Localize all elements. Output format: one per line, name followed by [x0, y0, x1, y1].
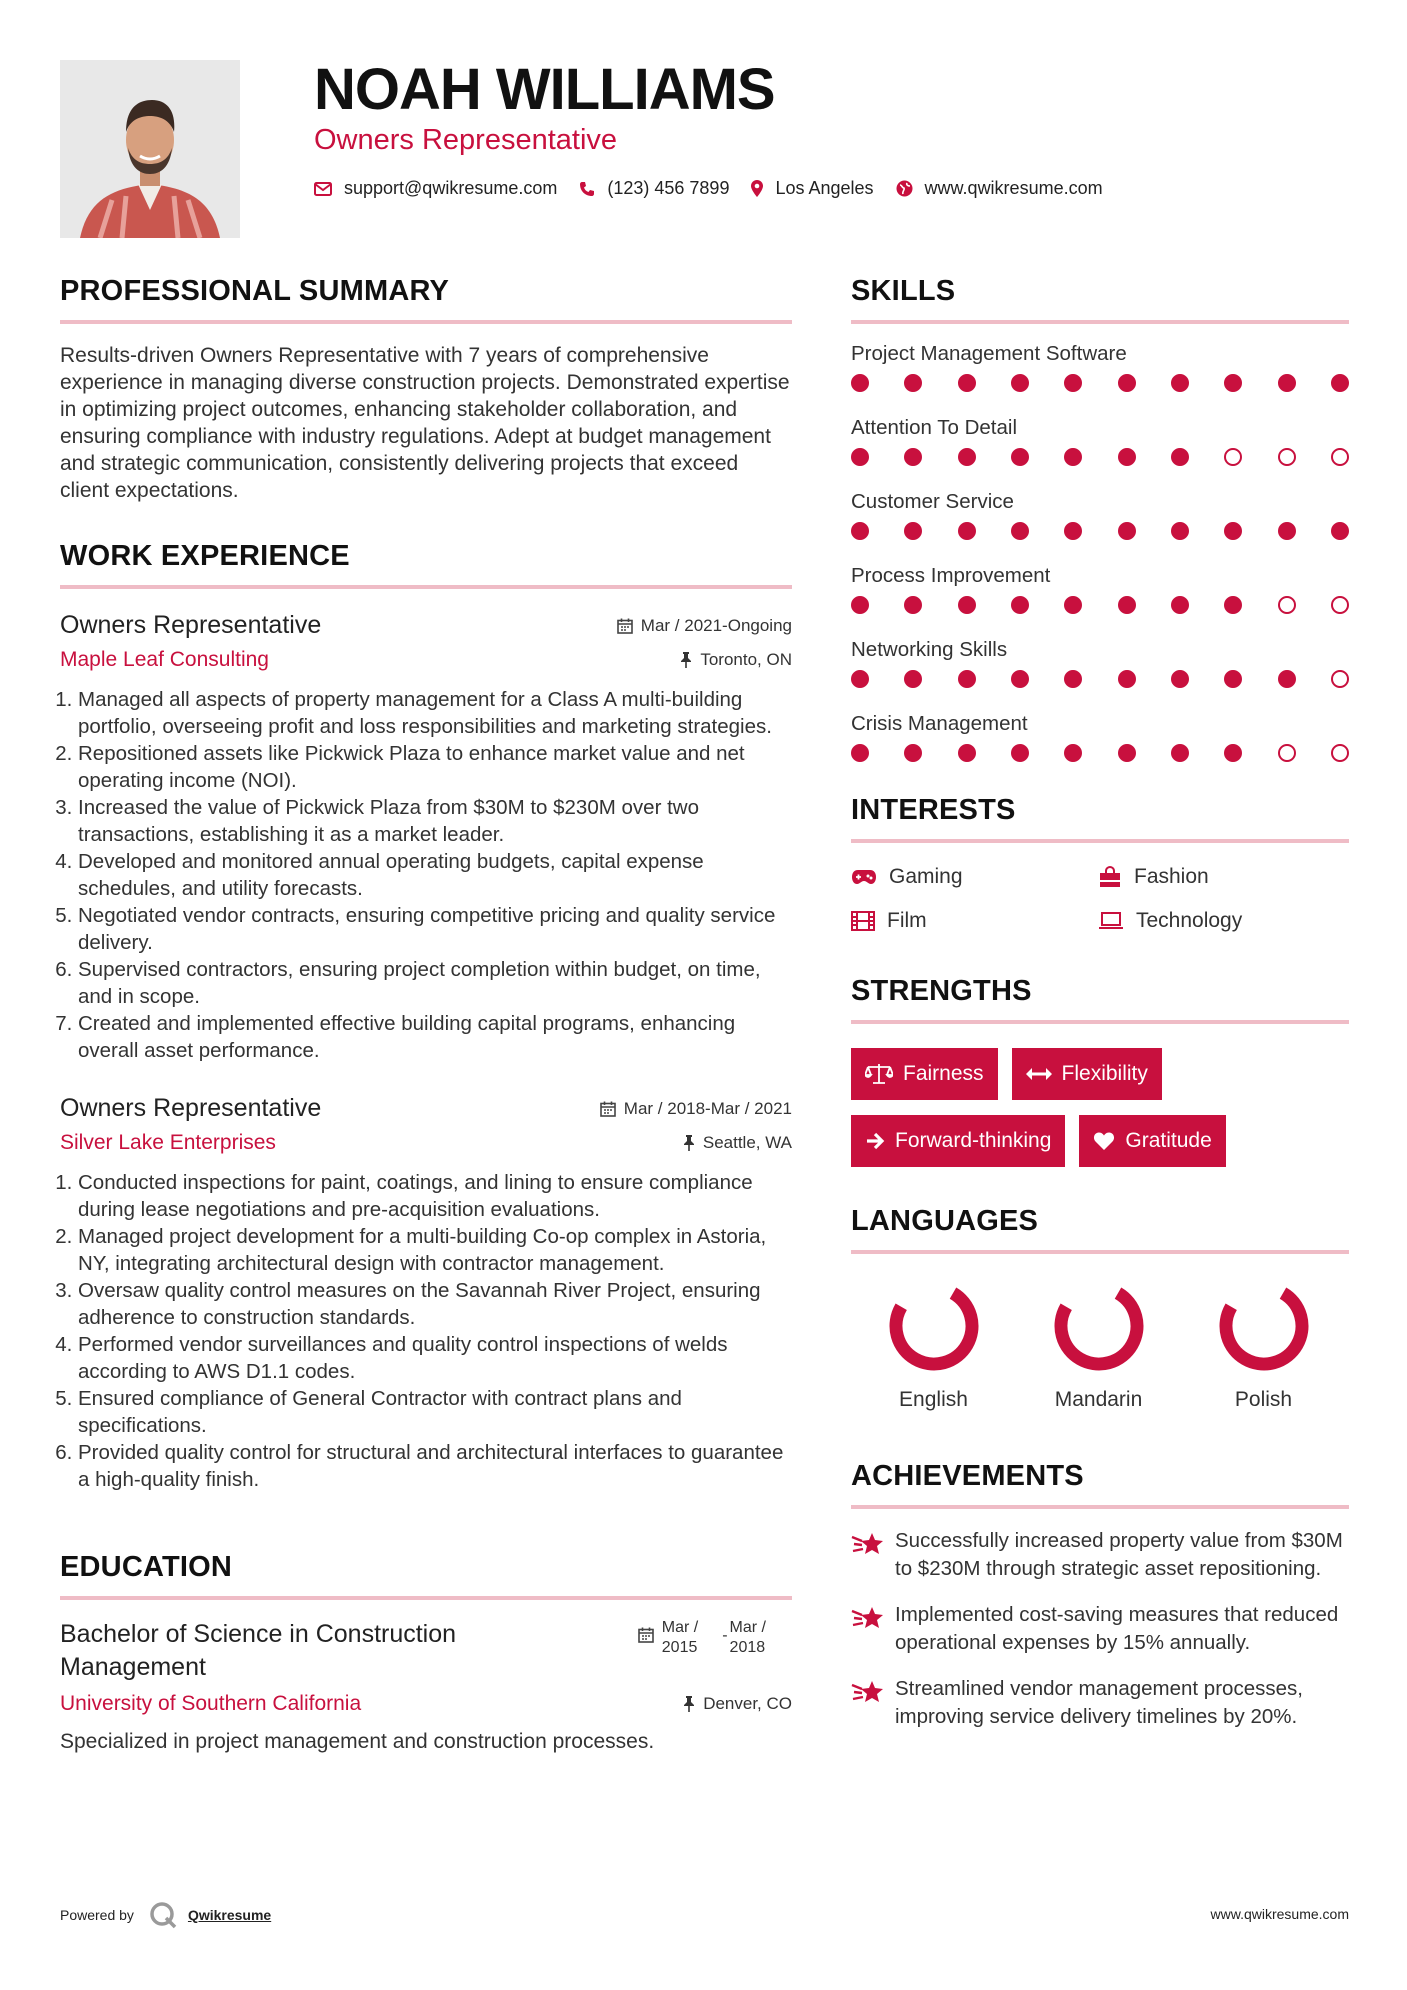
- rating-dot-filled: [1011, 744, 1029, 762]
- footer-website[interactable]: www.qwikresume.com: [1210, 1906, 1349, 1922]
- achievement-item: [851, 1675, 1349, 1731]
- job-title: Owners Representative: [60, 611, 322, 639]
- job-dates-text: Mar / 2021-Ongoing: [640, 615, 792, 635]
- achievements-heading: ACHIEVEMENTS: [851, 1460, 1084, 1492]
- rating-dot-filled: [1011, 670, 1029, 688]
- interests-heading: INTERESTS: [851, 794, 1016, 826]
- rating-dot-empty: [1331, 670, 1349, 688]
- skill-name: Attention To Detail: [851, 416, 1018, 439]
- laptop-icon: [1098, 912, 1124, 930]
- phone-icon: [579, 181, 595, 197]
- skills-heading: SKILLS: [851, 275, 956, 307]
- language-ring: [886, 1278, 982, 1374]
- rating-dot-filled: [1118, 744, 1136, 762]
- rating-dot-filled: [1224, 596, 1242, 614]
- rating-dot-filled: [851, 596, 869, 614]
- rating-dot-filled: [851, 374, 869, 392]
- rating-dot-filled: [1011, 448, 1029, 466]
- skill-item: [851, 338, 1349, 412]
- strength-tag: [1012, 1048, 1162, 1100]
- rating-dot-filled: [1224, 522, 1242, 540]
- list-item: 3. Oversaw quality control measures on the Savannah River Project, ensuring adherence to construction standards.: [78, 1277, 792, 1331]
- list-item: 6. Provided quality control for structural and architectural interfaces to guarantee a high-quality finish.: [78, 1439, 792, 1493]
- rating-dot-filled: [958, 596, 976, 614]
- education-section: [60, 1551, 792, 1754]
- powered-by-text: Powered by: [60, 1907, 134, 1923]
- job-location-text: Seattle, WA: [702, 1133, 792, 1152]
- language-name: Mandarin: [1054, 1388, 1143, 1411]
- skill-item: [851, 708, 1349, 782]
- arrow-right-icon: [865, 1131, 885, 1151]
- heart-icon: [1093, 1131, 1115, 1151]
- rating-dot-filled: [1064, 596, 1082, 614]
- skill-rating: [851, 666, 1349, 708]
- job-location: [683, 1133, 792, 1153]
- list-item: 5. Negotiated vendor contracts, ensuring competitive pricing and quality service delivery.: [78, 902, 792, 956]
- interest-item: [851, 909, 1098, 933]
- rating-dot-filled: [1118, 522, 1136, 540]
- interest-label: Fashion: [1134, 865, 1209, 888]
- list-item: 1. Managed all aspects of property management for a Class A multi-building portfolio, overseeing profit and loss responsibilities and marketing strategies.: [78, 686, 792, 740]
- rating-dot-filled: [958, 744, 976, 762]
- globe-icon: [896, 180, 913, 197]
- job-dates-text: Mar / 2018-Mar / 2021: [623, 1098, 792, 1118]
- section-divider: [851, 320, 1349, 324]
- rating-dot-filled: [1278, 670, 1296, 688]
- language-item: [851, 1278, 1016, 1412]
- candidate-name: NOAH WILLIAMS: [314, 57, 775, 122]
- list-item: 6. Supervised contractors, ensuring project completion within budget, on time, and in scope.: [78, 956, 792, 1010]
- envelope-icon: [314, 182, 332, 196]
- strength-tag: [851, 1048, 998, 1100]
- skill-item: [851, 486, 1349, 560]
- strength-label: Flexibility: [1061, 1062, 1148, 1085]
- job-entry: [60, 1094, 792, 1493]
- language-ring: [1216, 1278, 1312, 1374]
- language-level-arc: [1051, 1278, 1147, 1374]
- list-item: 2. Repositioned assets like Pickwick Plaza to enhance market value and net operating income (NOI).: [78, 740, 792, 794]
- rating-dot-empty: [1331, 744, 1349, 762]
- section-divider: [60, 585, 792, 589]
- school-name: University of Southern California: [60, 1692, 362, 1715]
- rating-dot-filled: [851, 744, 869, 762]
- rating-dot-filled: [1064, 522, 1082, 540]
- footer-powered-by: [60, 1900, 271, 1930]
- list-item: 2. Managed project development for a multi-building Co-op complex in Astoria, NY, integrating architectural design with contractor management.: [78, 1223, 792, 1277]
- skill-rating: [851, 444, 1349, 486]
- rating-dot-filled: [1331, 522, 1349, 540]
- rating-dot-filled: [1278, 522, 1296, 540]
- degree-title: Bachelor of Science in Construction Management: [60, 1620, 457, 1681]
- achievement-text: Implemented cost-saving measures that reduced operational expenses by 15% annually.: [895, 1603, 1339, 1654]
- rating-dot-filled: [1064, 448, 1082, 466]
- achievement-text: Streamlined vendor management processes, improving service delivery timelines by 20%.: [895, 1677, 1303, 1728]
- skill-rating: [851, 592, 1349, 634]
- right-column: [851, 275, 1349, 1731]
- strengths-section: [851, 975, 1349, 1167]
- list-item: 1. Conducted inspections for paint, coatings, and lining to ensure compliance during lease negotiations and pre-acquisition evaluations.: [78, 1169, 792, 1223]
- skills-section: [851, 275, 1349, 782]
- language-name: English: [899, 1388, 968, 1411]
- job-dates: [617, 616, 792, 636]
- language-level-arc: [886, 1278, 982, 1374]
- languages-heading: LANGUAGES: [851, 1205, 1039, 1237]
- summary-heading: PROFESSIONAL SUMMARY: [60, 275, 450, 307]
- skill-rating: [851, 740, 1349, 782]
- interest-label: Gaming: [889, 865, 963, 888]
- rating-dot-filled: [1118, 596, 1136, 614]
- rating-dot-empty: [1278, 744, 1296, 762]
- contact-email[interactable]: [314, 178, 557, 199]
- skill-name: Customer Service: [851, 490, 1014, 513]
- rating-dot-filled: [904, 744, 922, 762]
- rating-dot-filled: [904, 374, 922, 392]
- pushpin-icon: [683, 1135, 695, 1151]
- education-heading: EDUCATION: [60, 1551, 233, 1583]
- education-location: [683, 1694, 792, 1714]
- list-item: 5. Ensured compliance of General Contractor with contract plans and specifications.: [78, 1385, 792, 1439]
- section-divider: [851, 839, 1349, 843]
- pushpin-icon: [680, 652, 692, 668]
- experience-heading: WORK EXPERIENCE: [60, 540, 350, 572]
- interest-item: [1098, 909, 1345, 933]
- rating-dot-filled: [958, 448, 976, 466]
- skill-name: Project Management Software: [851, 342, 1127, 365]
- rating-dot-filled: [1064, 670, 1082, 688]
- rating-dot-filled: [904, 596, 922, 614]
- map-marker-icon: [751, 180, 763, 197]
- calendar-icon: [638, 1627, 654, 1643]
- section-divider: [851, 1505, 1349, 1509]
- contact-website-text: www.qwikresume.com: [924, 178, 1103, 198]
- education-end-year: 2018: [729, 1639, 766, 1656]
- rating-dot-empty: [1224, 448, 1242, 466]
- profile-photo: [60, 60, 240, 238]
- rating-dot-filled: [851, 522, 869, 540]
- languages-list: [851, 1278, 1349, 1412]
- job-dates: [600, 1099, 792, 1119]
- job-location-text: Toronto, ON: [700, 650, 792, 669]
- strengths-heading: STRENGTHS: [851, 975, 1032, 1007]
- rating-dot-filled: [1118, 374, 1136, 392]
- strength-label: Gratitude: [1125, 1129, 1212, 1152]
- achievement-item: [851, 1527, 1349, 1583]
- language-item: [1181, 1278, 1346, 1412]
- education-date-separator: -: [722, 1627, 728, 1644]
- skill-rating: [851, 518, 1349, 560]
- strength-label: Fairness: [903, 1062, 984, 1085]
- candidate-title: Owners Representative: [314, 124, 618, 156]
- contact-phone-text: (123) 456 7899: [607, 178, 730, 198]
- rating-dot-filled: [851, 448, 869, 466]
- strength-tag: [851, 1115, 1065, 1167]
- calendar-icon: [617, 618, 633, 634]
- list-item: 4. Developed and monitored annual operating budgets, capital expense schedules, and utility forecasts.: [78, 848, 792, 902]
- achievement-text: Successfully increased property value from $30M to $230M through strategic asset repositioning.: [895, 1529, 1343, 1580]
- contact-phone[interactable]: [579, 178, 729, 199]
- education-description: Specialized in project management and construction processes.: [60, 1730, 655, 1753]
- rating-dot-filled: [904, 448, 922, 466]
- section-divider: [851, 1020, 1349, 1024]
- contact-bar: [314, 178, 1125, 199]
- contact-location-text: Los Angeles: [775, 178, 874, 198]
- language-ring: [1051, 1278, 1147, 1374]
- interest-item: [1098, 865, 1345, 889]
- rating-dot-filled: [1171, 522, 1189, 540]
- section-divider: [60, 1596, 792, 1600]
- rating-dot-filled: [1118, 448, 1136, 466]
- rating-dot-filled: [1171, 744, 1189, 762]
- skill-rating: [851, 370, 1349, 412]
- summary-text: Results-driven Owners Representative with 7 years of comprehensive experience in managing diverse construction projects. Demonstrated expertise in optimizing project outcomes, enhancing stakeholder collaboration, and ensuring compliance with industry regulations. Adept at budget management and strategic communication, consistently delivering projects that exceed client expectations.: [60, 344, 790, 502]
- skill-name: Networking Skills: [851, 638, 1008, 661]
- interest-item: [851, 865, 1098, 889]
- rating-dot-filled: [1171, 374, 1189, 392]
- gamepad-icon: [851, 869, 877, 885]
- section-divider: [851, 1250, 1349, 1254]
- rating-dot-filled: [1224, 670, 1242, 688]
- contact-location: [751, 178, 873, 199]
- contact-website[interactable]: [896, 178, 1103, 199]
- summary-section: [60, 275, 792, 504]
- rating-dot-filled: [1171, 596, 1189, 614]
- shopping-bag-icon: [1098, 866, 1122, 888]
- list-item: 3. Increased the value of Pickwick Plaza from $30M to $230M over two transactions, establishing it as a market leader.: [78, 794, 792, 848]
- qwikresume-logo-icon: [148, 1900, 178, 1930]
- balance-scale-icon: [865, 1063, 893, 1085]
- company-name: Maple Leaf Consulting: [60, 648, 269, 671]
- education-end-month: Mar /: [729, 1619, 766, 1636]
- skill-item: [851, 412, 1349, 486]
- interests-section: [851, 794, 1349, 933]
- job-location: [680, 650, 792, 670]
- rating-dot-empty: [1331, 596, 1349, 614]
- section-divider: [60, 320, 792, 324]
- skill-item: [851, 560, 1349, 634]
- language-item: [1016, 1278, 1181, 1412]
- interest-label: Technology: [1136, 909, 1243, 932]
- rating-dot-filled: [1278, 374, 1296, 392]
- rating-dot-filled: [904, 670, 922, 688]
- skill-name: Process Improvement: [851, 564, 1051, 587]
- skill-item: [851, 634, 1349, 708]
- education-start-year: 2015: [661, 1639, 698, 1656]
- languages-section: [851, 1205, 1349, 1412]
- shooting-star-icon: [851, 1605, 885, 1631]
- language-name: Polish: [1234, 1388, 1293, 1411]
- rating-dot-filled: [904, 522, 922, 540]
- rating-dot-filled: [1331, 374, 1349, 392]
- shooting-star-icon: [851, 1531, 885, 1557]
- rating-dot-filled: [1011, 522, 1029, 540]
- list-item: 7. Created and implemented effective building capital programs, enhancing overall asset performance.: [78, 1010, 792, 1064]
- job-title: Owners Representative: [60, 1094, 322, 1122]
- list-item: 4. Performed vendor surveillances and quality control inspections of welds according to AWS D1.1 codes.: [78, 1331, 792, 1385]
- film-icon: [851, 911, 875, 931]
- rating-dot-filled: [1011, 374, 1029, 392]
- skill-name: Crisis Management: [851, 712, 1028, 735]
- rating-dot-filled: [1064, 374, 1082, 392]
- rating-dot-filled: [958, 522, 976, 540]
- achievements-section: [851, 1460, 1349, 1731]
- interest-label: Film: [887, 909, 927, 932]
- calendar-icon: [600, 1101, 616, 1117]
- strength-tag: [1079, 1115, 1225, 1167]
- rating-dot-filled: [1011, 596, 1029, 614]
- rating-dot-empty: [1278, 596, 1296, 614]
- rating-dot-filled: [1224, 744, 1242, 762]
- rating-dot-filled: [1171, 448, 1189, 466]
- arrows-horizontal-icon: [1026, 1067, 1052, 1081]
- skills-list: [851, 338, 1349, 782]
- rating-dot-empty: [1278, 448, 1296, 466]
- rating-dot-filled: [958, 374, 976, 392]
- education-dates: [638, 1618, 766, 1658]
- rating-dot-filled: [1224, 374, 1242, 392]
- rating-dot-filled: [1118, 670, 1136, 688]
- rating-dot-empty: [1331, 448, 1349, 466]
- rating-dot-filled: [851, 670, 869, 688]
- duties-list: [60, 686, 792, 1064]
- experience-section: [60, 540, 792, 1493]
- shooting-star-icon: [851, 1679, 885, 1705]
- education-start-month: Mar /: [661, 1619, 699, 1636]
- left-column: [60, 275, 792, 1754]
- brand-link[interactable]: Qwikresume: [187, 1907, 272, 1923]
- rating-dot-filled: [958, 670, 976, 688]
- rating-dot-filled: [1064, 744, 1082, 762]
- rating-dot-filled: [1171, 670, 1189, 688]
- contact-email-text: support@qwikresume.com: [344, 178, 558, 198]
- strength-label: Forward-thinking: [895, 1129, 1052, 1152]
- achievement-item: [851, 1601, 1349, 1657]
- company-name: Silver Lake Enterprises: [60, 1131, 276, 1154]
- duties-list: [60, 1169, 792, 1493]
- language-level-arc: [1216, 1278, 1312, 1374]
- pushpin-icon: [683, 1696, 695, 1712]
- education-location-text: Denver, CO: [703, 1694, 792, 1713]
- job-entry: [60, 611, 792, 1064]
